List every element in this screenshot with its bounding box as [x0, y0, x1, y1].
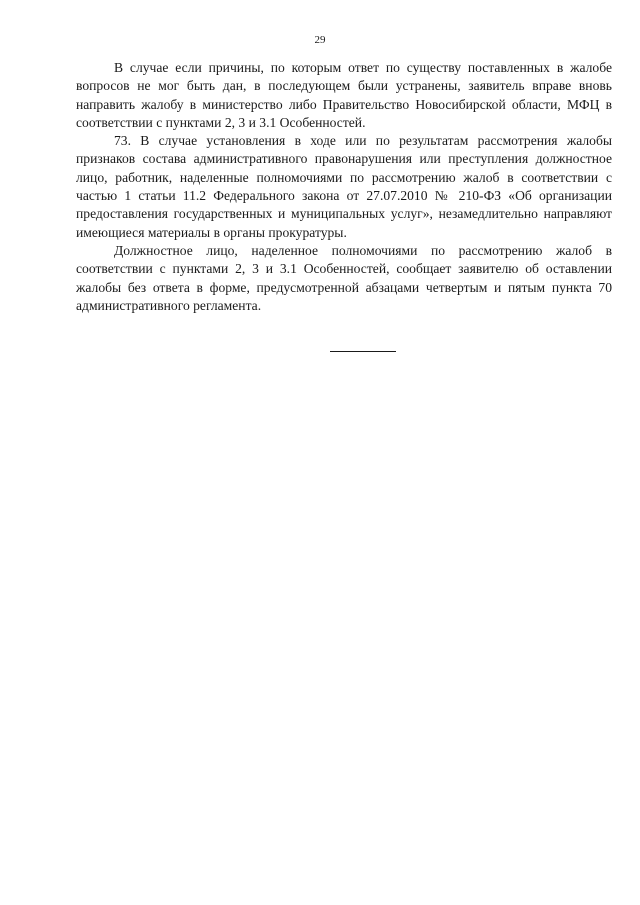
paragraph-notification: Должностное лицо, наделенное полномочиями по рассмотрению жалоб в соответствии с пунктами 2, 3 и 3.1 Особенностей, сообщает заявителю об оставлении жалобы без ответа в форме, предусмотренной абзацами четвертым и пятым пункта 70 административного регламента.: [76, 242, 612, 313]
document-body: [76, 59, 612, 315]
end-of-text-divider: [330, 351, 396, 352]
paragraph-item-73: 73. В случае установления в ходе или по результатам рассмотрения жалобы признаков состава административного правонарушения или преступления должностное лицо, работник, наделенные полномочиями по рассмотрению жалоб в соответствии с частью 1 статьи 11.2 Федерального закона от 27.07.2010 № 210-ФЗ «Об организации предоставления государственных и муниципальных услуг», незамедлительно направляют имеющиеся материалы в органы прокуратуры.: [76, 133, 612, 240]
page-number: 29: [314, 34, 326, 46]
paragraph-resubmission: В случае если причины, по которым ответ по существу поставленных в жалобе вопросов не мог быть дан, в последующем были устранены, заявитель вправе вновь направить жалобу в министерство либо Правительство Новосибирской области, МФЦ в соответствии с пунктами 2, 3 и 3.1 Особенностей.: [76, 60, 612, 130]
